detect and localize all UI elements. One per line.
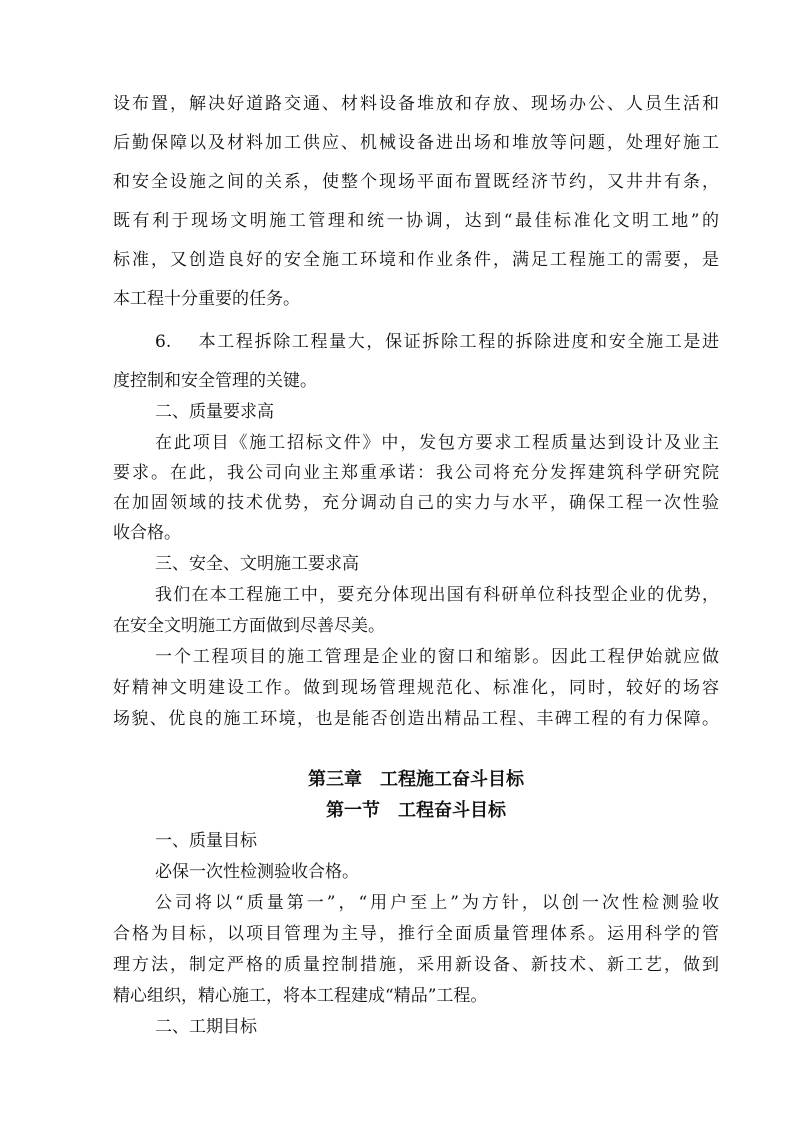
text-line: 设布置，解决好道路交通、材料设备堆放和存放、现场办公、人员生活和	[113, 94, 719, 114]
text-line: 理方法，制定严格的质量控制措施，采用新设备、新技术、新工艺，做到	[113, 955, 719, 975]
section-heading: 二、质量要求高	[155, 402, 274, 422]
text-line: 我们在本工程施工中，要充分体现出国有科研单位科技型企业的优势，	[155, 585, 719, 605]
text-line: 场貌、优良的施工环境，也是能否创造出精品工程、丰碑工程的有力保障。	[113, 709, 719, 729]
section-heading: 二、工期目标	[155, 1017, 257, 1037]
text-line: 好精神文明建设工作。做到现场管理规范化、标准化，同时，较好的场容	[113, 678, 719, 698]
text-line: 收合格。	[113, 523, 181, 543]
text-line: 要求。在此，我公司向业主郑重承诺：我公司将充分发挥建筑科学研究院	[113, 463, 719, 483]
chapter-title: 第三章 工程施工奋斗目标	[308, 769, 524, 790]
text-line: 后勤保障以及材料加工供应、机械设备进出场和堆放等问题，处理好施工	[113, 133, 719, 153]
item-number: 6.	[155, 332, 172, 352]
text-line: 合格为目标，以项目管理为主导，推行全面质量管理体系。运用科学的管	[113, 924, 719, 944]
numbered-item	[155, 330, 719, 354]
text-line: 在加固领域的技术优势，充分调动自己的实力与水平，确保工程一次性验	[113, 493, 719, 513]
section-heading: 一、质量目标	[155, 831, 257, 851]
text-line: 度控制和安全管理的关键。	[113, 371, 317, 391]
text-line: 标准，又创造良好的安全施工环境和作业条件，满足工程施工的需要，是	[113, 250, 719, 270]
text-line: 精心组织，精心施工，将本工程建成“精品”工程。	[113, 986, 488, 1006]
text-line: 在此项目《施工招标文件》中，发包方要求工程质量达到设计及业主	[155, 433, 719, 453]
text-line: 公司将以“质量第一”，“用户至上”为方针，以创一次性检测验收	[155, 893, 719, 913]
item-text: 本工程拆除工程量大，保证拆除工程的拆除进度和安全施工是进	[197, 332, 719, 352]
text-line: 在安全文明施工方面做到尽善尽美。	[113, 616, 385, 636]
text-line: 本工程十分重要的任务。	[113, 289, 300, 309]
text-line: 既有利于现场文明施工管理和统一协调，达到“最佳标准化文明工地”的	[113, 211, 719, 231]
text-line: 必保一次性检测验收合格。	[155, 862, 359, 882]
text-line: 一个工程项目的施工管理是企业的窗口和缩影。因此工程伊始就应做	[155, 647, 719, 667]
text-line: 和安全设施之间的关系，使整个现场平面布置既经济节约，又井井有条，	[113, 172, 719, 192]
section-heading: 三、安全、文明施工要求高	[155, 554, 359, 574]
section-title: 第一节 工程奋斗目标	[326, 800, 506, 821]
